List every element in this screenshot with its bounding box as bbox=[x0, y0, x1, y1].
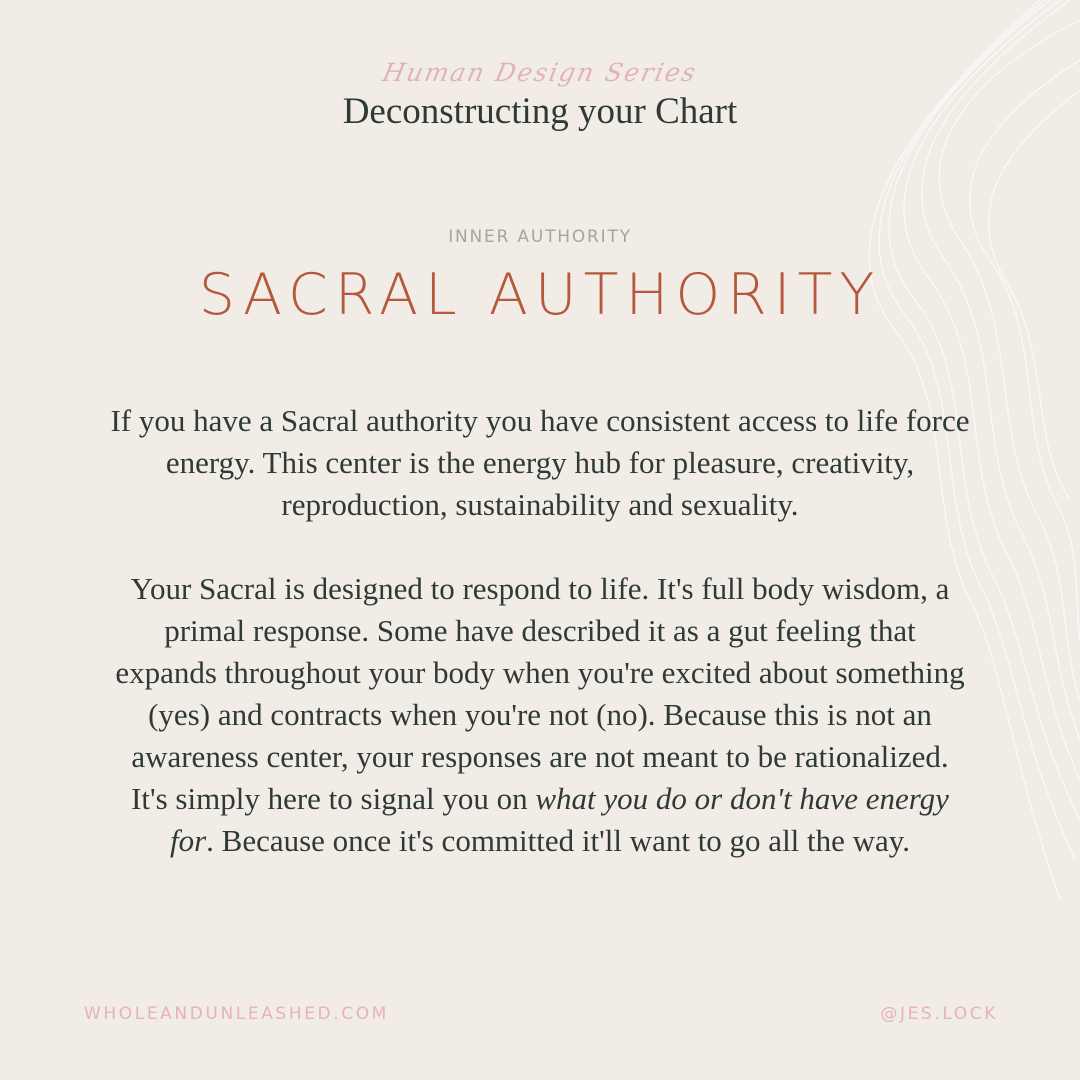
section-heading: SACRAL AUTHORITY bbox=[198, 262, 882, 328]
series-label: Human Design Series bbox=[380, 58, 700, 87]
social-handle[interactable]: @JES.LOCK bbox=[880, 1004, 998, 1024]
section-eyebrow: INNER AUTHORITY bbox=[448, 227, 632, 247]
paragraph-2-emphasis: what you do or don't have energy for bbox=[169, 781, 949, 858]
body-text bbox=[110, 400, 970, 862]
paragraph-2-text-end: . Because once it's committed it'll want to go all the way. bbox=[206, 823, 911, 858]
paragraph-1: If you have a Sacral authority you have consistent access to life force energy. This center is the energy hub for pleasure, creativity, reproduction, sustainability and sexuality. bbox=[110, 403, 970, 522]
paragraph-2-text: Your Sacral is designed to respond to life. It's full body wisdom, a primal response. Some have described it as a gut feeling that expands throughout your body when you're excited about something (yes) and contracts when you're not (no). Because this is not an awareness center, your responses are not meant to be rationalized. It's simply here to signal you on bbox=[115, 571, 965, 816]
paragraph-2 bbox=[110, 568, 970, 862]
website-link[interactable]: WHOLEANDUNLEASHED.COM bbox=[84, 1004, 389, 1024]
page-title: Deconstructing your Chart bbox=[342, 91, 738, 132]
